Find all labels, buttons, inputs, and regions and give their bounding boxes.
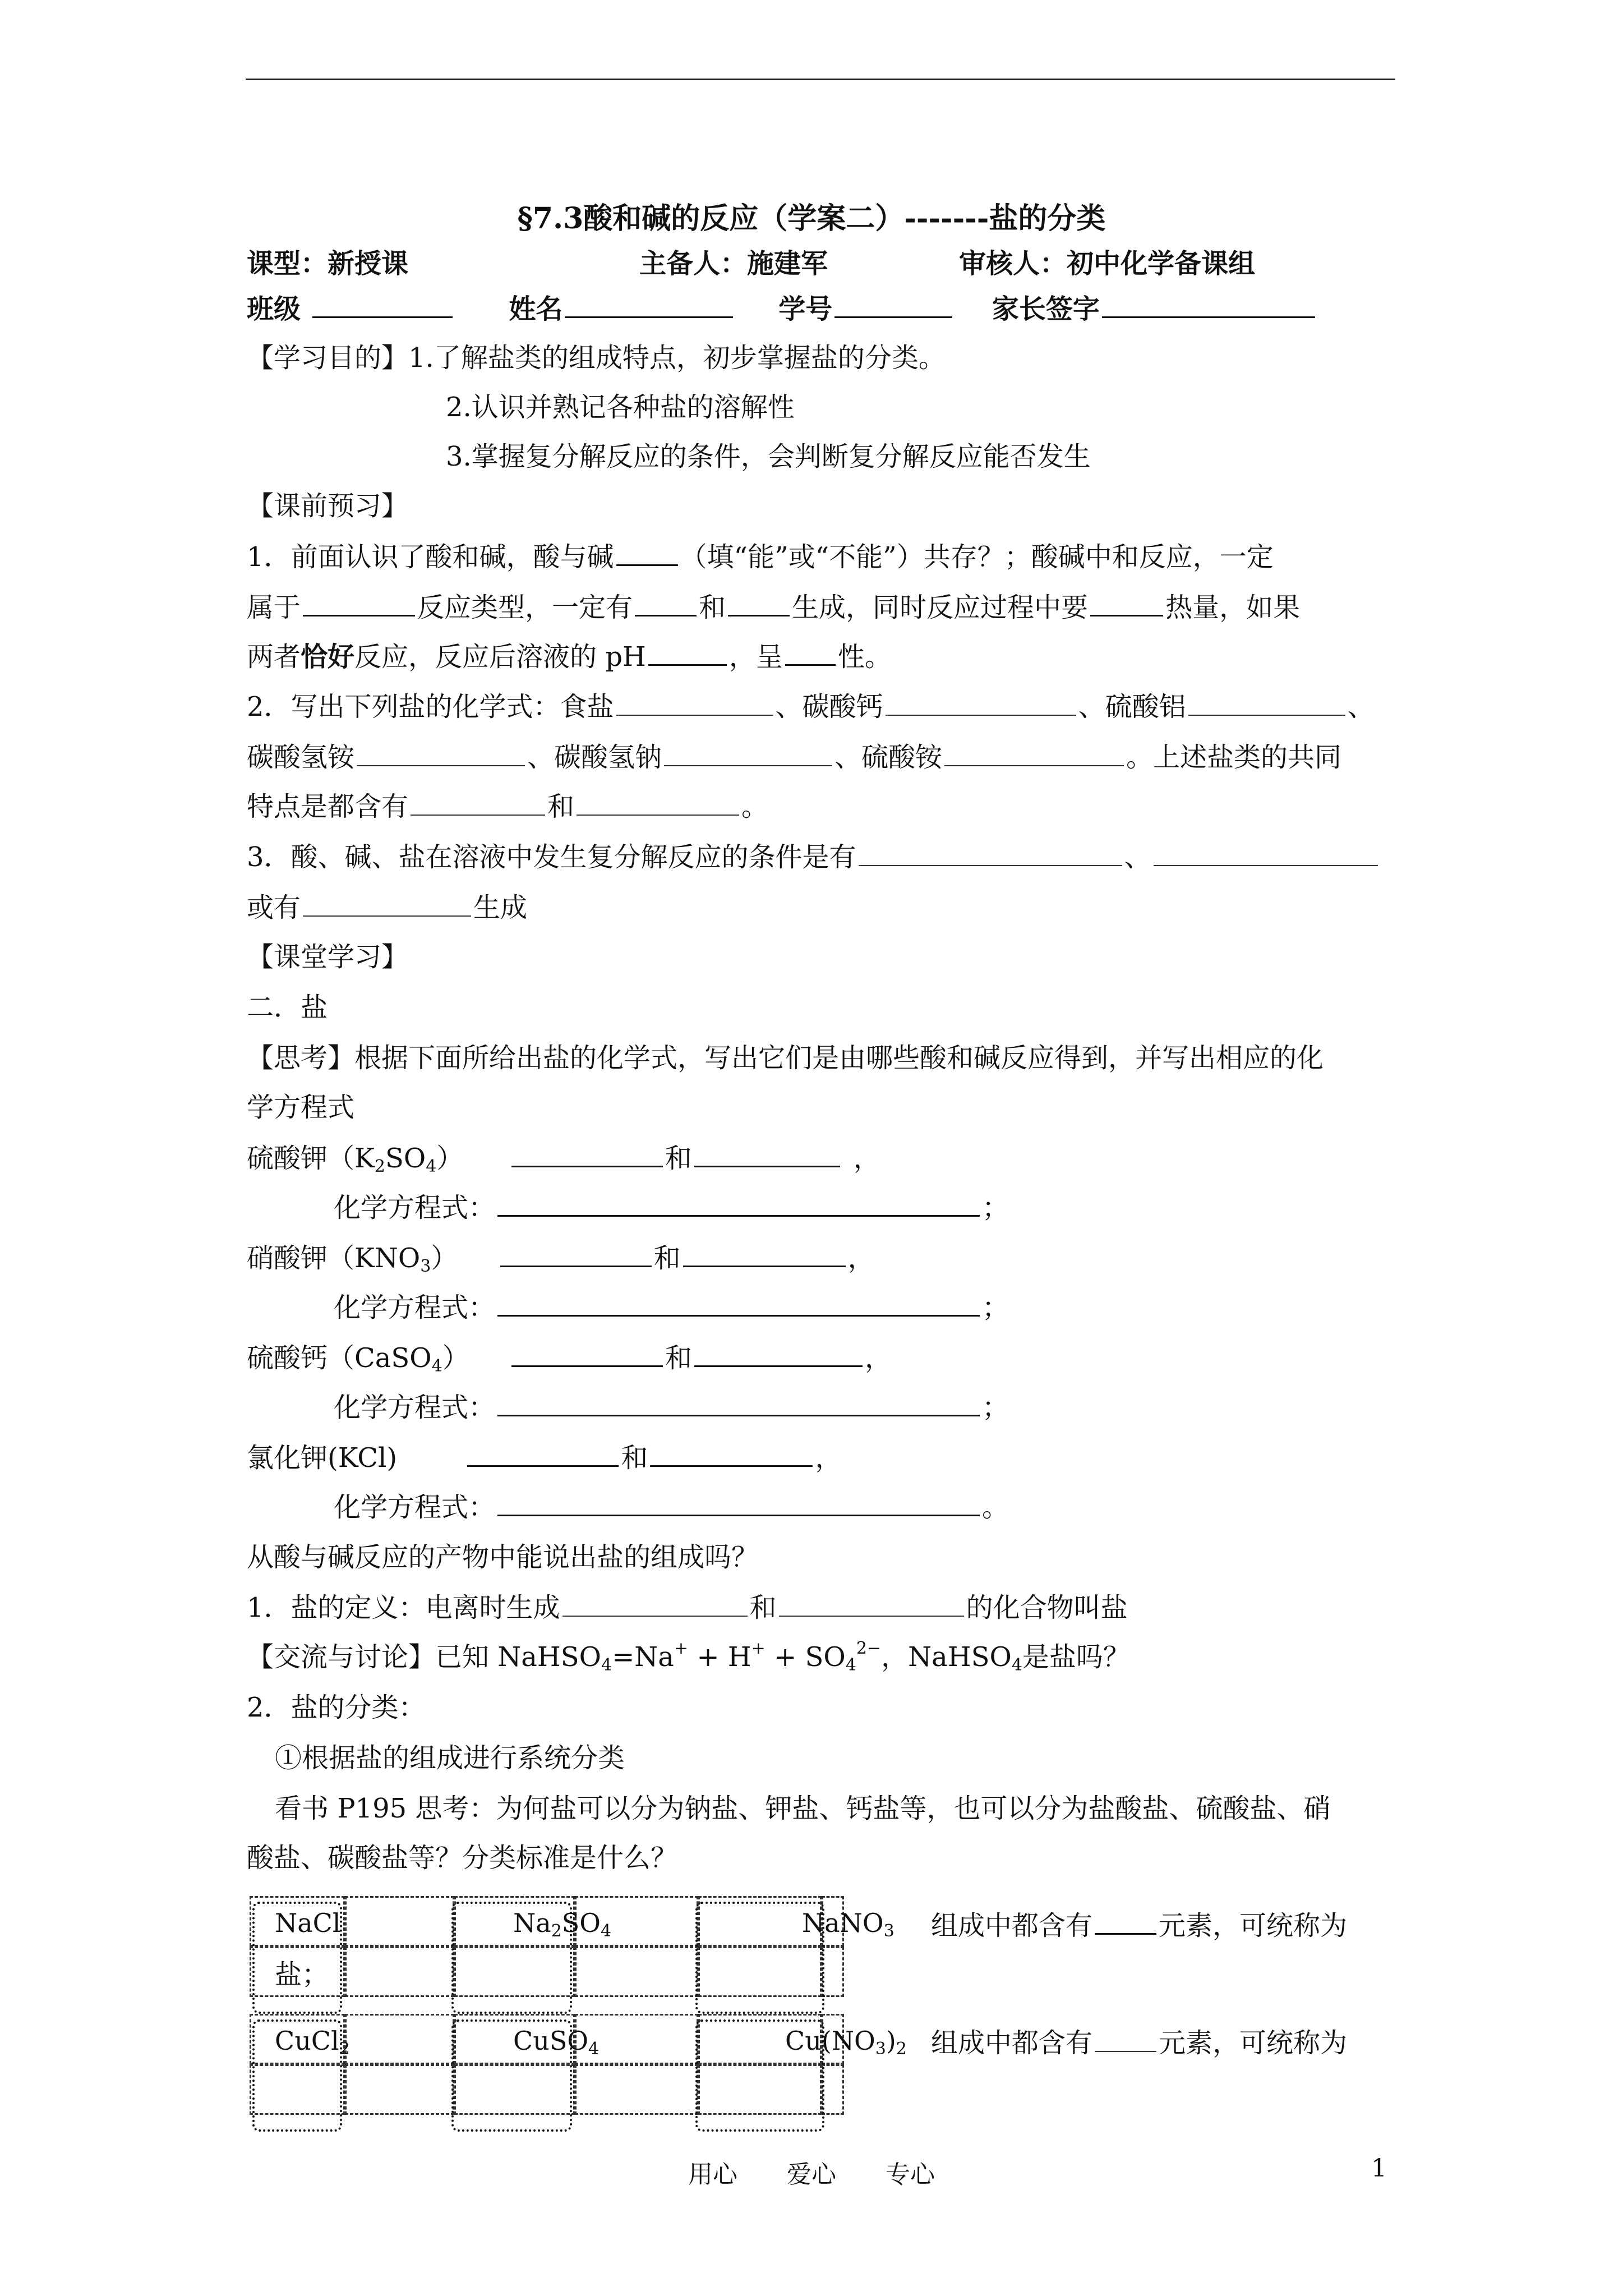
formula-cuso4 [513,2025,599,2065]
text: 组成中都含有 [931,1910,1093,1941]
text: ； [982,1192,1009,1223]
blank-field[interactable] [1154,840,1378,866]
composition-question: 从酸与碱反应的产物中能说出盐的组成吗？ [247,1542,759,1573]
discussion [247,1640,1130,1682]
text: + SO [765,1641,846,1673]
grid-cell [822,2064,844,2115]
base-field[interactable] [683,1241,846,1267]
text: ， [864,1342,892,1374]
text: 和 [547,791,575,822]
text: 【交流与讨论】已知 NaHSO [247,1641,601,1673]
text: 特点是都含有 [247,791,409,822]
text: 4 [431,1356,442,1376]
blank-field[interactable] [357,740,525,766]
blank-field[interactable] [944,740,1124,766]
text: Na [513,1908,551,1938]
formula-cuno32 [785,2025,907,2065]
blank-field[interactable] [728,590,790,616]
text: ，NaHSO [881,1641,1012,1673]
text: NaNO [802,1908,884,1938]
text: + [751,1639,766,1658]
text: =Na [612,1641,674,1673]
text: 的化合物叫盐 [966,1592,1128,1623]
grid-cell [345,1896,454,1947]
blank-field[interactable] [664,740,832,766]
salt-row-k2so4 [247,1141,880,1184]
blank-field[interactable] [635,590,697,616]
objectives-heading: 【学习目的】 [247,342,409,374]
text: 元素，可统称为 [1159,2027,1348,2059]
grid-cell [822,1947,844,1997]
text: 1．前面认识了酸和碱，酸与碱 [247,541,614,573]
header-rule [246,79,1395,80]
text: 和 [749,1592,777,1623]
text: 氯化钾(KCl) [247,1442,398,1474]
blank-field[interactable] [577,790,739,816]
text: ， [815,1442,842,1474]
acid-field[interactable] [467,1441,619,1467]
text: 是盐吗？ [1022,1641,1130,1673]
id-field[interactable] [834,292,952,318]
text: 反应，反应后溶液的 pH [354,641,646,673]
text: 。 [741,791,769,822]
objective-3: 3.掌握复分解反应的条件，会判断复分解反应能否发生 [446,441,1091,472]
formula-cucl2 [275,2025,350,2065]
equation-field[interactable] [497,1490,980,1516]
preview-q2-line1 [247,690,1375,724]
salt-row-caso4 [247,1341,892,1383]
book-question-2: 酸盐、碳酸盐等？分类标准是什么？ [247,1842,678,1874]
text: 1．盐的定义：电离时生成 [247,1592,560,1623]
text: ） [442,1342,469,1374]
salt-tail-1: 盐； [275,1959,329,1990]
text: 化学方程式： [334,1392,496,1423]
classification-heading: 2．盐的分类： [247,1692,426,1723]
text: 、碳酸氢钠 [527,742,662,773]
element-field[interactable] [1095,1908,1156,1935]
page-title: §7.3酸和碱的反应（学案二）-------盐的分类 [517,201,1106,236]
text: 化学方程式： [334,1492,496,1523]
text: 化学方程式： [334,1292,496,1323]
blank-field[interactable] [616,540,678,566]
preview-q1-line2 [247,590,1300,624]
text: CuSO [513,2026,589,2056]
text: 生成 [473,892,528,923]
equation-row-kno3 [334,1290,1009,1324]
text: ， [847,1243,875,1274]
text: ） [431,1243,458,1274]
preview-q3-line1 [247,840,1380,874]
name-field[interactable] [565,292,733,318]
text: 、硫酸铝 [1078,691,1186,723]
text: 、硫酸铵 [834,742,943,773]
equation-field[interactable] [497,1290,980,1317]
blank-field[interactable] [303,891,471,917]
text: 4 [845,1655,856,1675]
blank-field[interactable] [562,1591,748,1617]
formula-na2so4 [513,1907,611,1947]
blank-field[interactable] [648,639,727,666]
text: 2 [551,1921,562,1941]
formula-nano3 [802,1907,895,1947]
preview-q1-line1 [247,540,1274,574]
text: 2 [374,1157,385,1176]
text: 硝酸钾（KNO [247,1243,421,1274]
text: 硫酸钾（K [247,1143,375,1174]
preview-heading: 【课前预习】 [247,490,409,522]
text: 硫酸钙（CaSO [247,1342,432,1374]
blank-field[interactable] [886,690,1076,716]
grid-cell [345,1947,454,1997]
classification-method: ①根据盐的组成进行系统分类 [275,1742,625,1774]
preview-q2-line3 [247,790,768,823]
text: 4 [426,1157,437,1176]
text: 2 [896,2039,907,2059]
salt-row-kcl [247,1441,842,1475]
class-field[interactable] [312,292,453,318]
formula-nacl: NaCl [275,1908,341,1938]
grid-cell [345,2064,454,2115]
salt-row-kno3 [247,1241,875,1283]
grid-cell [345,2014,454,2064]
objectives-line-1 [247,341,946,375]
text: 2 [339,2039,350,2059]
text: CuCl [275,2026,339,2056]
equation-row-caso4 [334,1390,1009,1424]
text: 3．酸、碱、盐在溶液中发生复分解反应的条件是有 [247,841,856,873]
preview-q1-line3 [247,639,892,674]
text: ，呈 [728,641,783,673]
text: 、碳酸钙 [775,691,883,723]
blank-field[interactable] [303,590,415,616]
text: 属于 [247,592,301,623]
text: ； [982,1292,1009,1323]
preview-q2-line2 [247,740,1341,774]
text: 。上述盐类的共同 [1126,742,1342,773]
preview-q3-line2 [247,891,527,924]
blank-field[interactable] [1188,690,1345,716]
course-type: 课型：新授课 [247,248,409,279]
header-info-row [247,247,1256,280]
text: 4 [601,1655,612,1675]
element-field[interactable] [1095,2026,1156,2052]
acid-field[interactable] [511,1141,663,1167]
text: 生成，同时反应过程中要 [792,592,1089,623]
contains-row-1 [931,1908,1347,1943]
text: 3 [883,1921,895,1941]
acid-field[interactable] [500,1241,652,1267]
text: 恰好 [301,641,355,673]
text: 热量，如果 [1165,592,1301,623]
blank-field[interactable] [859,840,1122,866]
think-line-1: 【思考】根据下面所给出盐的化学式，写出它们是由哪些酸和碱反应得到，并写出相应的化 [247,1042,1324,1074]
text: 2．写出下列盐的化学式：食盐 [247,691,614,723]
parent-sign-label: 家长签字 [992,293,1100,325]
text: 3 [420,1257,431,1276]
classroom-heading: 【课堂学习】 [247,941,409,973]
text: 化学方程式： [334,1192,496,1223]
blank-field[interactable] [785,639,836,666]
text: SO [385,1143,426,1174]
base-field[interactable] [650,1441,813,1467]
equation-row-kcl [334,1490,1009,1524]
blank-field[interactable] [779,1591,964,1617]
objective-2: 2.认识并熟记各种盐的溶解性 [446,392,795,423]
contains-row-2 [931,2026,1347,2060]
text: 和 [665,1143,692,1174]
text: 和 [653,1243,681,1274]
text: 和 [665,1342,692,1374]
page-number: 1 [1371,2154,1387,2183]
text: 组成中都含有 [931,2027,1093,2059]
text: ) [886,2026,896,2056]
text: 。 [982,1492,1009,1523]
equation-field[interactable] [497,1390,980,1416]
footer-motto: 用心 爱心 专心 [688,2160,935,2189]
id-label: 学号 [778,293,833,325]
text: Cu(NO [785,2026,875,2056]
grid-cell [575,1947,698,1997]
text: 4 [601,1921,612,1941]
text: ） [436,1143,464,1174]
text: 性。 [837,641,892,673]
text: + H [688,1641,751,1673]
objective-1: 1.了解盐类的组成特点，初步掌握盐的分类。 [408,342,946,374]
text: 4 [1011,1655,1022,1675]
equation-row-k2so4 [334,1190,1009,1225]
text: ； [982,1392,1009,1423]
think-line-2: 学方程式 [247,1092,355,1123]
blank-field[interactable] [1090,590,1163,616]
text: SO [561,1908,601,1938]
section-salt: 二．盐 [247,992,328,1023]
text: 3 [875,2039,886,2059]
text: 元素，可统称为 [1159,1910,1348,1941]
text: 、 [1347,691,1375,723]
text: 和 [699,592,726,623]
acid-field[interactable] [511,1341,663,1367]
text: 反应类型，一定有 [417,592,633,623]
text: 4 [588,2039,600,2059]
reviewer: 审核人：初中化学备课组 [959,248,1256,279]
text: 或有 [247,892,301,923]
text: （填“能”或“不能”）共存？；酸碱中和反应，一定 [680,541,1274,573]
blank-field[interactable] [411,790,545,816]
grid-cell [575,2064,698,2115]
text: 和 [621,1442,648,1474]
base-field[interactable] [694,1341,863,1367]
text: 碳酸氢铵 [247,742,355,773]
parent-sign-field[interactable] [1102,292,1315,318]
student-info-row [247,292,1317,326]
equation-field[interactable] [497,1190,980,1217]
book-question-1: 看书 P195 思考：为何盐可以分为钠盐、钾盐、钙盐等，也可以分为盐酸盐、硫酸盐、硝 [275,1793,1331,1824]
blank-field[interactable] [616,690,773,716]
text: ， [853,1143,880,1174]
class-label: 班级 [247,293,301,325]
text: 、 [1124,841,1151,873]
text: 2− [856,1639,882,1658]
preparer: 主备人：施建军 [639,248,828,279]
text: + [674,1639,689,1658]
name-label: 姓名 [509,293,563,325]
text: 两者 [247,641,301,673]
salt-definition [247,1591,1128,1625]
base-field[interactable] [694,1141,840,1167]
